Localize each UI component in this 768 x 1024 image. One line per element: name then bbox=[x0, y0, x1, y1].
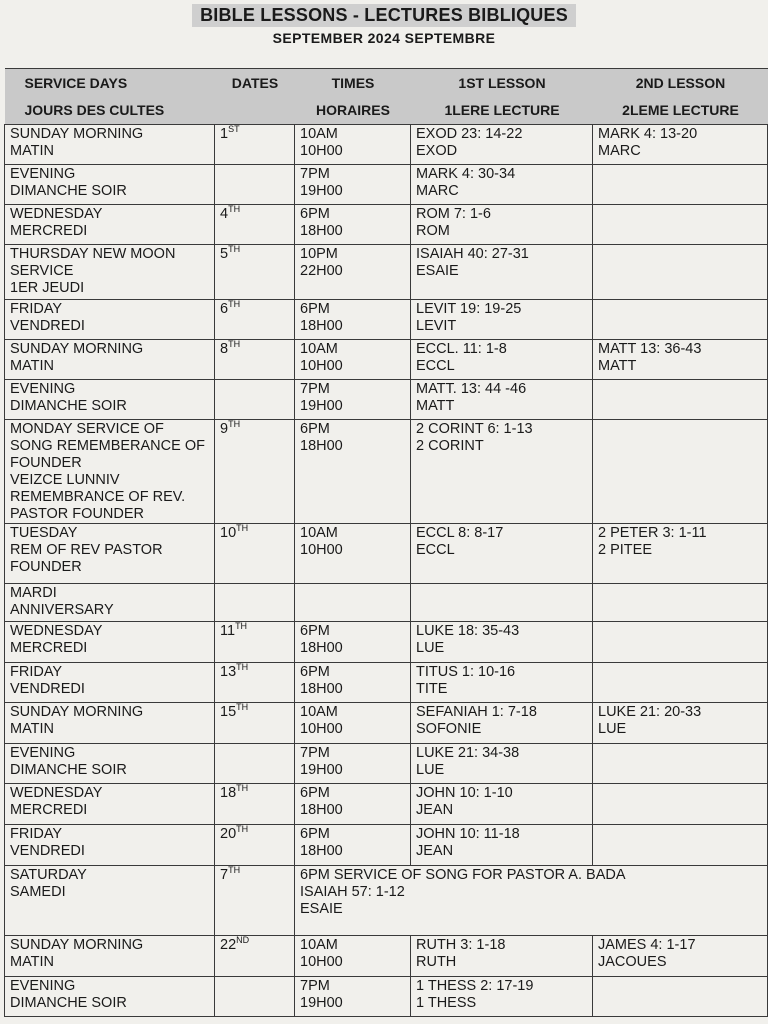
header-times-fr: HORAIRES bbox=[295, 96, 411, 125]
cell-line: EVENING bbox=[10, 978, 76, 994]
cell-line: DIMANCHE SOIR bbox=[10, 398, 127, 414]
cell-line: MERCREDI bbox=[10, 223, 88, 239]
cell-line: 6PM bbox=[300, 664, 330, 680]
cell-line: ECCL. 11: 1-8 bbox=[416, 341, 507, 357]
cell-line: RUTH bbox=[416, 954, 457, 970]
cell-line: LEVIT 19: 19-25 bbox=[416, 301, 522, 317]
date-cell bbox=[215, 125, 295, 165]
cell-line: 2 PETER 3: 1-11 bbox=[598, 525, 707, 541]
times-cell bbox=[295, 584, 411, 622]
cell-line: JEAN bbox=[416, 802, 454, 818]
cell-line: SAMEDI bbox=[10, 884, 66, 900]
cell-line: 6PM bbox=[300, 623, 330, 639]
cell-line: 10AM bbox=[300, 126, 338, 142]
date-suffix: TH bbox=[228, 339, 241, 350]
service-cell bbox=[5, 340, 215, 380]
table-row bbox=[5, 936, 768, 977]
date-cell bbox=[215, 165, 295, 205]
table-row bbox=[5, 205, 768, 245]
date-day: 6 bbox=[220, 301, 229, 317]
date-day: 4 bbox=[220, 206, 229, 222]
date-cell bbox=[215, 825, 295, 866]
table-row bbox=[5, 866, 768, 936]
cell-line: LEVIT bbox=[416, 318, 457, 334]
header-dates: DATES bbox=[215, 69, 295, 97]
date-day: 18 bbox=[220, 785, 237, 801]
cell-line: RUTH 3: 1-18 bbox=[416, 937, 506, 953]
date-cell bbox=[215, 420, 295, 524]
cell-line: SUNDAY MORNING bbox=[10, 126, 144, 142]
cell-line: SONG REMEMBERANCE OF bbox=[10, 438, 205, 454]
cell-line: 10AM bbox=[300, 704, 338, 720]
service-cell bbox=[5, 165, 215, 205]
date-day: 13 bbox=[220, 664, 237, 680]
service-cell bbox=[5, 125, 215, 165]
lesson1-cell bbox=[411, 524, 593, 584]
service-cell bbox=[5, 380, 215, 420]
lesson1-cell bbox=[411, 622, 593, 663]
lesson1-cell bbox=[411, 165, 593, 205]
cell-line: EVENING bbox=[10, 381, 76, 397]
table-row bbox=[5, 825, 768, 866]
cell-line: DIMANCHE SOIR bbox=[10, 183, 127, 199]
date-cell bbox=[215, 977, 295, 1017]
service-cell bbox=[5, 663, 215, 703]
date-suffix: ST bbox=[228, 124, 240, 135]
table-row bbox=[5, 622, 768, 663]
cell-line: SUNDAY MORNING bbox=[10, 937, 144, 953]
cell-line: 6PM bbox=[300, 206, 330, 222]
cell-line: SEFANIAH 1: 7-18 bbox=[416, 704, 537, 720]
cell-line: 19H00 bbox=[300, 183, 343, 199]
lesson2-cell bbox=[593, 663, 768, 703]
times-cell bbox=[295, 165, 411, 205]
lesson2-cell bbox=[593, 622, 768, 663]
table-row bbox=[5, 340, 768, 380]
cell-line: 7PM bbox=[300, 745, 330, 761]
cell-line: SOFONIE bbox=[416, 721, 482, 737]
cell-line: JOHN 10: 11-18 bbox=[416, 826, 520, 842]
cell-line: MATIN bbox=[10, 721, 55, 737]
header-dates-blank bbox=[215, 96, 295, 125]
cell-line: 2 CORINT 6: 1-13 bbox=[416, 421, 533, 437]
cell-line: VENDREDI bbox=[10, 318, 85, 334]
cell-line: 6PM bbox=[300, 421, 330, 437]
lesson1-cell bbox=[411, 703, 593, 744]
table-body bbox=[5, 125, 768, 1017]
cell-line: ESAIE bbox=[416, 263, 459, 279]
table-row bbox=[5, 300, 768, 340]
cell-line: LUE bbox=[416, 762, 445, 778]
times-cell bbox=[295, 977, 411, 1017]
cell-line: LUKE 18: 35-43 bbox=[416, 623, 520, 639]
lesson2-cell bbox=[593, 125, 768, 165]
times-cell bbox=[295, 622, 411, 663]
service-cell bbox=[5, 300, 215, 340]
service-cell bbox=[5, 584, 215, 622]
header-lesson2-fr: 2LEME LECTURE bbox=[593, 96, 768, 125]
lesson1-cell bbox=[411, 584, 593, 622]
lesson1-cell bbox=[411, 744, 593, 784]
cell-line: MARC bbox=[598, 143, 641, 159]
date-suffix: TH bbox=[236, 523, 249, 534]
lesson1-cell bbox=[411, 663, 593, 703]
cell-line: 10AM bbox=[300, 937, 338, 953]
cell-line: ECCL bbox=[416, 358, 455, 374]
cell-line: JEAN bbox=[416, 843, 454, 859]
cell-line: FOUNDER bbox=[10, 455, 82, 471]
cell-line: FRIDAY bbox=[10, 826, 63, 842]
date-cell bbox=[215, 663, 295, 703]
lesson2-cell bbox=[593, 936, 768, 977]
lesson2-cell bbox=[593, 825, 768, 866]
cell-line: MARDI bbox=[10, 585, 57, 601]
date-suffix: TH bbox=[228, 865, 241, 876]
cell-line: 2 PITEE bbox=[598, 542, 652, 558]
lesson2-cell bbox=[593, 703, 768, 744]
times-cell bbox=[295, 205, 411, 245]
cell-line: EVENING bbox=[10, 166, 76, 182]
cell-line: MATIN bbox=[10, 358, 55, 374]
date-suffix: TH bbox=[236, 783, 249, 794]
cell-line: MATT. 13: 44 -46 bbox=[416, 381, 527, 397]
table-row bbox=[5, 420, 768, 524]
cell-line: 1 THESS 2: 17-19 bbox=[416, 978, 534, 994]
lesson2-cell bbox=[593, 205, 768, 245]
table-header bbox=[5, 69, 768, 125]
header-times-en: TIMES bbox=[295, 69, 411, 97]
cell-line: 7PM bbox=[300, 166, 330, 182]
service-cell bbox=[5, 205, 215, 245]
service-cell bbox=[5, 866, 215, 936]
cell-line: ISAIAH 40: 27-31 bbox=[416, 246, 529, 262]
lesson2-cell bbox=[593, 524, 768, 584]
date-suffix: TH bbox=[228, 299, 241, 310]
cell-line: 10H00 bbox=[300, 542, 343, 558]
cell-line: EXOD 23: 14-22 bbox=[416, 126, 523, 142]
times-cell bbox=[295, 936, 411, 977]
lesson2-cell bbox=[593, 784, 768, 825]
cell-line: 1 THESS bbox=[416, 995, 477, 1011]
service-cell bbox=[5, 420, 215, 524]
times-cell bbox=[295, 245, 411, 300]
cell-line: MARC bbox=[416, 183, 459, 199]
cell-line: 10H00 bbox=[300, 143, 343, 159]
cell-line: FRIDAY bbox=[10, 301, 63, 317]
service-cell bbox=[5, 936, 215, 977]
cell-line: ESAIE bbox=[300, 901, 343, 917]
date-suffix: TH bbox=[235, 621, 248, 632]
service-cell bbox=[5, 744, 215, 784]
times-cell bbox=[295, 380, 411, 420]
cell-line: VEIZCE LUNNIV bbox=[10, 472, 120, 488]
cell-line: 18H00 bbox=[300, 318, 343, 334]
header-lesson1-en: 1ST LESSON bbox=[411, 69, 593, 97]
lessons-table bbox=[4, 68, 768, 1017]
document-subtitle: SEPTEMBER 2024 SEPTEMBRE bbox=[272, 30, 496, 46]
date-cell bbox=[215, 936, 295, 977]
table-row bbox=[5, 524, 768, 584]
lesson1-cell bbox=[411, 977, 593, 1017]
cell-line: MATIN bbox=[10, 954, 55, 970]
cell-line: MERCREDI bbox=[10, 802, 88, 818]
cell-line: 18H00 bbox=[300, 681, 343, 697]
cell-line: 6PM bbox=[300, 785, 330, 801]
lesson1-cell bbox=[411, 420, 593, 524]
table-row bbox=[5, 165, 768, 205]
cell-line: 10H00 bbox=[300, 954, 343, 970]
lesson2-cell bbox=[593, 584, 768, 622]
header-service-fr: JOURS DES CULTES bbox=[5, 96, 215, 125]
table-row bbox=[5, 744, 768, 784]
cell-line: MONDAY SERVICE OF bbox=[10, 421, 164, 437]
lesson1-cell bbox=[411, 784, 593, 825]
cell-line: 10AM bbox=[300, 525, 338, 541]
cell-line: 10H00 bbox=[300, 358, 343, 374]
lesson2-cell bbox=[593, 380, 768, 420]
date-cell bbox=[215, 584, 295, 622]
date-cell bbox=[215, 300, 295, 340]
times-cell bbox=[295, 744, 411, 784]
date-suffix: ND bbox=[236, 935, 250, 946]
date-day: 7 bbox=[220, 867, 229, 883]
lesson2-cell bbox=[593, 977, 768, 1017]
cell-line: EVENING bbox=[10, 745, 76, 761]
cell-line: ECCL bbox=[416, 542, 455, 558]
cell-line: 10PM bbox=[300, 246, 338, 262]
date-day: 22 bbox=[220, 937, 237, 953]
cell-line: ROM 7: 1-6 bbox=[416, 206, 491, 222]
date-cell bbox=[215, 703, 295, 744]
document-header bbox=[0, 4, 768, 46]
cell-line: ISAIAH 57: 1-12 bbox=[300, 884, 405, 900]
date-suffix: TH bbox=[228, 244, 241, 255]
service-cell bbox=[5, 622, 215, 663]
table-row bbox=[5, 380, 768, 420]
cell-line: EXOD bbox=[416, 143, 458, 159]
cell-line: 6PM bbox=[300, 826, 330, 842]
cell-line: PASTOR FOUNDER bbox=[10, 506, 145, 522]
lesson2-cell bbox=[593, 300, 768, 340]
lesson1-cell bbox=[411, 340, 593, 380]
cell-line: FRIDAY bbox=[10, 664, 63, 680]
table-row bbox=[5, 584, 768, 622]
date-day: 8 bbox=[220, 341, 229, 357]
service-cell bbox=[5, 825, 215, 866]
lesson1-cell bbox=[411, 205, 593, 245]
cell-line: VENDREDI bbox=[10, 843, 85, 859]
cell-line: DIMANCHE SOIR bbox=[10, 995, 127, 1011]
date-day: 10 bbox=[220, 525, 237, 541]
times-cell bbox=[295, 300, 411, 340]
lesson1-cell bbox=[411, 936, 593, 977]
date-day: 20 bbox=[220, 826, 237, 842]
cell-line: LUE bbox=[416, 640, 445, 656]
times-cell bbox=[295, 125, 411, 165]
service-cell bbox=[5, 977, 215, 1017]
lesson2-cell bbox=[593, 245, 768, 300]
cell-line: 18H00 bbox=[300, 438, 343, 454]
cell-line: REM OF REV PASTOR bbox=[10, 542, 163, 558]
cell-line: 19H00 bbox=[300, 995, 343, 1011]
cell-line: JACOUES bbox=[598, 954, 667, 970]
cell-line: 18H00 bbox=[300, 802, 343, 818]
cell-line: MARK 4: 13-20 bbox=[598, 126, 698, 142]
cell-line: MATIN bbox=[10, 143, 55, 159]
table-row bbox=[5, 245, 768, 300]
date-suffix: TH bbox=[236, 824, 249, 835]
date-cell bbox=[215, 524, 295, 584]
service-cell bbox=[5, 784, 215, 825]
cell-line: SUNDAY MORNING bbox=[10, 341, 144, 357]
table-row bbox=[5, 125, 768, 165]
service-cell bbox=[5, 703, 215, 744]
lesson2-cell bbox=[593, 340, 768, 380]
cell-line: DIMANCHE SOIR bbox=[10, 762, 127, 778]
document-title: BIBLE LESSONS - LECTURES BIBLIQUES bbox=[192, 4, 576, 27]
cell-line: TITE bbox=[416, 681, 448, 697]
date-cell bbox=[215, 622, 295, 663]
cell-line: MATT bbox=[416, 398, 455, 414]
table-row bbox=[5, 663, 768, 703]
cell-line: 7PM bbox=[300, 978, 330, 994]
date-suffix: TH bbox=[236, 702, 249, 713]
cell-line: SATURDAY bbox=[10, 867, 87, 883]
table-row bbox=[5, 977, 768, 1017]
service-cell bbox=[5, 245, 215, 300]
lesson2-cell bbox=[593, 165, 768, 205]
table-row bbox=[5, 784, 768, 825]
date-cell bbox=[215, 205, 295, 245]
cell-line: 22H00 bbox=[300, 263, 343, 279]
date-suffix: TH bbox=[236, 662, 249, 673]
cell-line: REMEMBRANCE OF REV. bbox=[10, 489, 186, 505]
cell-line: MATT 13: 36-43 bbox=[598, 341, 702, 357]
cell-line: WEDNESDAY bbox=[10, 785, 103, 801]
date-cell bbox=[215, 340, 295, 380]
cell-line: LUKE 21: 20-33 bbox=[598, 704, 702, 720]
cell-line: ANNIVERSARY bbox=[10, 602, 114, 618]
cell-line: 2 CORINT bbox=[416, 438, 484, 454]
cell-line: 18H00 bbox=[300, 640, 343, 656]
cell-line: 18H00 bbox=[300, 223, 343, 239]
date-cell bbox=[215, 744, 295, 784]
date-day: 15 bbox=[220, 704, 237, 720]
date-suffix: TH bbox=[228, 419, 241, 430]
cell-line: LUE bbox=[598, 721, 627, 737]
cell-line: TITUS 1: 10-16 bbox=[416, 664, 516, 680]
times-cell bbox=[295, 420, 411, 524]
lesson1-cell bbox=[411, 300, 593, 340]
times-cell bbox=[295, 703, 411, 744]
cell-line: WEDNESDAY bbox=[10, 623, 103, 639]
times-cell bbox=[295, 524, 411, 584]
cell-line: SUNDAY MORNING bbox=[10, 704, 144, 720]
cell-line: WEDNESDAY bbox=[10, 206, 103, 222]
cell-line: 19H00 bbox=[300, 398, 343, 414]
cell-line: LUKE 21: 34-38 bbox=[416, 745, 520, 761]
lesson2-cell bbox=[593, 744, 768, 784]
date-cell bbox=[215, 380, 295, 420]
date-suffix: TH bbox=[228, 204, 241, 215]
cell-line: 10H00 bbox=[300, 721, 343, 737]
cell-line: MATT bbox=[598, 358, 637, 374]
date-day: 1 bbox=[220, 126, 229, 142]
service-cell bbox=[5, 524, 215, 584]
cell-line: 7PM bbox=[300, 381, 330, 397]
cell-line: 18H00 bbox=[300, 843, 343, 859]
cell-line: TUESDAY bbox=[10, 525, 78, 541]
cell-line: JOHN 10: 1-10 bbox=[416, 785, 513, 801]
cell-line: MERCREDI bbox=[10, 640, 88, 656]
times-cell bbox=[295, 825, 411, 866]
lesson1-cell bbox=[411, 125, 593, 165]
header-lesson2-en: 2ND LESSON bbox=[593, 69, 768, 97]
cell-line: 19H00 bbox=[300, 762, 343, 778]
date-cell bbox=[215, 866, 295, 936]
cell-line: VENDREDI bbox=[10, 681, 85, 697]
date-day: 5 bbox=[220, 246, 229, 262]
date-cell bbox=[215, 245, 295, 300]
cell-line: THURSDAY NEW MOON bbox=[10, 246, 176, 262]
times-cell bbox=[295, 663, 411, 703]
lesson1-cell bbox=[411, 245, 593, 300]
cell-line: 1ER JEUDI bbox=[10, 280, 85, 296]
cell-line: 6PM bbox=[300, 301, 330, 317]
merged-cell bbox=[295, 866, 768, 936]
cell-line: 10AM bbox=[300, 341, 338, 357]
date-day: 9 bbox=[220, 421, 229, 437]
lesson1-cell bbox=[411, 380, 593, 420]
header-service-en: SERVICE DAYS bbox=[5, 69, 215, 97]
table-row bbox=[5, 703, 768, 744]
times-cell bbox=[295, 784, 411, 825]
lesson1-cell bbox=[411, 825, 593, 866]
date-cell bbox=[215, 784, 295, 825]
header-lesson1-fr: 1LERE LECTURE bbox=[411, 96, 593, 125]
date-day: 11 bbox=[220, 623, 236, 639]
cell-line: FOUNDER bbox=[10, 559, 82, 575]
cell-line: ECCL 8: 8-17 bbox=[416, 525, 504, 541]
cell-line: ROM bbox=[416, 223, 450, 239]
times-cell bbox=[295, 340, 411, 380]
cell-line: 6PM SERVICE OF SONG FOR PASTOR A. BADA bbox=[300, 867, 626, 883]
cell-line: MARK 4: 30-34 bbox=[416, 166, 516, 182]
lesson2-cell bbox=[593, 420, 768, 524]
cell-line: SERVICE bbox=[10, 263, 74, 279]
cell-line: JAMES 4: 1-17 bbox=[598, 937, 696, 953]
